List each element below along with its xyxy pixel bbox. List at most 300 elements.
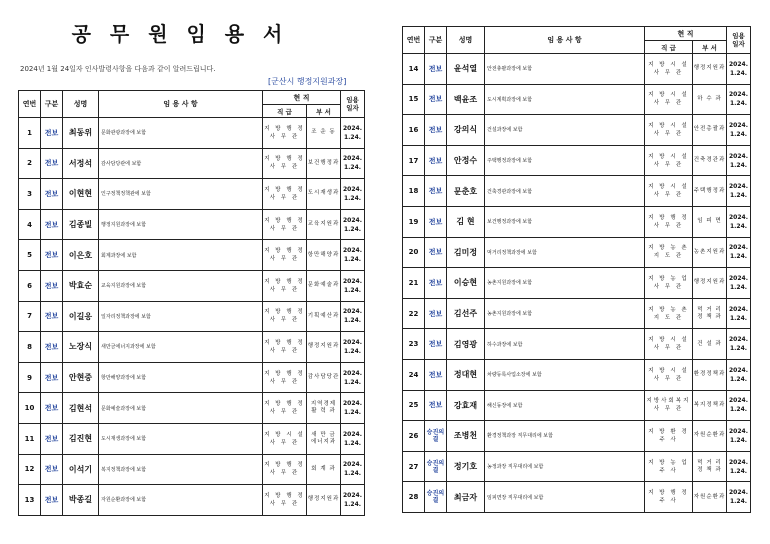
row-division: 주택행정과 <box>693 176 727 207</box>
row-category: 전보 <box>41 485 63 516</box>
header-date-2: 일자 <box>346 104 359 112</box>
table-row <box>19 301 365 332</box>
table-row <box>403 206 751 237</box>
row-appointment: 항만해양과장에 보함 <box>99 362 263 393</box>
row-date <box>727 237 751 268</box>
row-date-day: 1.24. <box>729 467 748 475</box>
row-date-year: 2024. <box>343 400 362 408</box>
row-appointment: 차량등록사업소장에 보함 <box>485 359 645 390</box>
table-row <box>403 115 751 146</box>
row-division: 항만해양과 <box>307 240 341 271</box>
row-date-year: 2024. <box>729 183 748 191</box>
header-rank: 직 급 <box>263 105 307 118</box>
row-name: 강의식 <box>447 115 485 146</box>
row-number: 12 <box>19 454 41 485</box>
row-name: 정대현 <box>447 359 485 390</box>
row-date-year: 2024. <box>729 121 748 129</box>
table-row <box>403 268 751 299</box>
row-name: 이현현 <box>63 179 99 210</box>
right-table-body <box>403 54 751 513</box>
row-date-year: 2024. <box>343 185 362 193</box>
row-rank: 지 방 농 업 사 무 관 <box>645 268 693 299</box>
row-division: 행정지원과 <box>693 268 727 299</box>
row-date <box>727 390 751 421</box>
row-division: 먹 거 리 정 책 과 <box>693 298 727 329</box>
row-rank: 지 방 환 경 주 사 <box>645 421 693 452</box>
row-name: 조병천 <box>447 421 485 452</box>
row-date <box>341 332 365 363</box>
row-date-year: 2024. <box>343 155 362 163</box>
row-category: 전보 <box>41 179 63 210</box>
row-category: 승진의결 <box>425 482 447 513</box>
row-division: 지역경제 활 력 과 <box>307 393 341 424</box>
row-name: 강효재 <box>447 390 485 421</box>
row-category: 전보 <box>41 362 63 393</box>
row-number: 18 <box>403 176 425 207</box>
row-number: 1 <box>19 118 41 149</box>
header-no: 연번 <box>19 91 41 118</box>
row-appointment: 문화예술과장에 보함 <box>99 393 263 424</box>
row-division: 행정지원과 <box>307 332 341 363</box>
row-appointment: 보건행정과장에 보함 <box>485 206 645 237</box>
row-appointment: 도시계획과장에 보함 <box>485 84 645 115</box>
row-rank: 지 방 시 설 사 무 관 <box>645 84 693 115</box>
row-number: 3 <box>19 179 41 210</box>
row-division: 자원순환과 <box>693 482 727 513</box>
row-date-year: 2024. <box>729 427 748 435</box>
row-number: 9 <box>19 362 41 393</box>
table-row <box>403 237 751 268</box>
row-category: 전보 <box>41 393 63 424</box>
row-name: 김미정 <box>447 237 485 268</box>
row-appointment: 농정과장 직무대리에 보함 <box>485 451 645 482</box>
header-rank: 직 급 <box>645 41 693 54</box>
row-category: 전보 <box>425 176 447 207</box>
row-date-year: 2024. <box>343 308 362 316</box>
left-table-body <box>19 118 365 516</box>
table-row <box>19 454 365 485</box>
row-category: 전보 <box>41 332 63 363</box>
row-category: 전보 <box>41 209 63 240</box>
row-date <box>341 485 365 516</box>
table-row <box>403 482 751 513</box>
row-name: 이승현 <box>447 268 485 299</box>
row-number: 4 <box>19 209 41 240</box>
row-date <box>341 393 365 424</box>
row-rank: 지 방 시 설 사 무 관 <box>645 115 693 146</box>
row-date-year: 2024. <box>343 124 362 132</box>
header-date <box>341 91 365 118</box>
row-date-day: 1.24. <box>729 314 748 322</box>
row-rank: 지 방 행 정 사 무 관 <box>263 270 307 301</box>
header-name: 성명 <box>447 27 485 54</box>
row-date-year: 2024. <box>343 461 362 469</box>
row-number: 16 <box>403 115 425 146</box>
row-division: 농촌지원과 <box>693 237 727 268</box>
row-rank: 지 방 시 설 사 무 관 <box>645 145 693 176</box>
row-appointment: 회계과장에 보함 <box>99 240 263 271</box>
row-date <box>341 423 365 454</box>
row-rank: 지 방 행 정 사 무 관 <box>263 179 307 210</box>
row-date-day: 1.24. <box>729 345 748 353</box>
row-appointment: 주택행정과장에 보함 <box>485 145 645 176</box>
row-name: 안정수 <box>447 145 485 176</box>
header-date-1: 임용 <box>346 96 359 104</box>
row-appointment: 도시재생과장에 보함 <box>99 423 263 454</box>
row-rank: 지 방 농 촌 지 도 관 <box>645 237 693 268</box>
row-name: 최동위 <box>63 118 99 149</box>
header-date-2: 일자 <box>732 40 745 48</box>
row-date <box>341 454 365 485</box>
row-date-day: 1.24. <box>729 222 748 230</box>
row-name: 정기호 <box>447 451 485 482</box>
row-number: 6 <box>19 270 41 301</box>
row-rank: 지 방 시 설 사 무 관 <box>645 54 693 85</box>
row-date-day: 1.24. <box>729 130 748 138</box>
row-name: 김진현 <box>63 423 99 454</box>
row-name: 박종길 <box>63 485 99 516</box>
row-division: 행정지원과 <box>307 485 341 516</box>
row-date-day: 1.24. <box>729 161 748 169</box>
row-date <box>341 209 365 240</box>
row-division: 새 만 금 에너지과 <box>307 423 341 454</box>
row-date-day: 1.24. <box>729 406 748 414</box>
row-date-year: 2024. <box>729 397 748 405</box>
row-number: 11 <box>19 423 41 454</box>
row-date-day: 1.24. <box>729 375 748 383</box>
row-number: 7 <box>19 301 41 332</box>
row-rank: 지 방 시 설 사 무 관 <box>645 329 693 360</box>
table-row <box>19 485 365 516</box>
row-date-year: 2024. <box>729 458 748 466</box>
row-category: 전보 <box>425 268 447 299</box>
row-category: 전보 <box>41 270 63 301</box>
row-category: 전보 <box>41 148 63 179</box>
row-division: 행정지원과 <box>693 54 727 85</box>
header-appointment: 임 용 사 항 <box>99 91 263 118</box>
row-appointment: 임피면장 직무대리에 보함 <box>485 482 645 513</box>
row-division: 보건행정과 <box>307 148 341 179</box>
row-division: 건 설 과 <box>693 329 727 360</box>
row-date <box>341 362 365 393</box>
row-division: 감사담당관 <box>307 362 341 393</box>
row-date-day: 1.24. <box>343 164 362 172</box>
row-division: 하 수 과 <box>693 84 727 115</box>
row-division: 복지정책과 <box>693 390 727 421</box>
row-date-year: 2024. <box>729 91 748 99</box>
table-row <box>403 176 751 207</box>
row-category: 전보 <box>41 118 63 149</box>
row-date-year: 2024. <box>343 338 362 346</box>
row-rank: 지 방 행 정 사 무 관 <box>263 148 307 179</box>
row-date-day: 1.24. <box>343 286 362 294</box>
row-rank: 지 방 행 정 주 사 <box>645 482 693 513</box>
row-date-day: 1.24. <box>343 317 362 325</box>
row-date <box>727 421 751 452</box>
row-appointment: 새만금에너지과장에 보함 <box>99 332 263 363</box>
row-appointment: 감사담당관에 보함 <box>99 148 263 179</box>
row-date <box>727 54 751 85</box>
row-rank: 지 방 농 업 주 사 <box>645 451 693 482</box>
row-date <box>727 176 751 207</box>
header-date-1: 임용 <box>732 32 745 40</box>
table-row <box>403 54 751 85</box>
row-category: 전보 <box>425 329 447 360</box>
row-date <box>727 359 751 390</box>
row-date-day: 1.24. <box>343 500 362 508</box>
row-number: 23 <box>403 329 425 360</box>
row-date-day: 1.24. <box>729 436 748 444</box>
row-number: 17 <box>403 145 425 176</box>
row-category: 전보 <box>425 84 447 115</box>
row-appointment: 안전총괄과장에 보함 <box>485 54 645 85</box>
row-category: 전보 <box>41 454 63 485</box>
row-date-day: 1.24. <box>729 498 748 506</box>
row-date-day: 1.24. <box>343 378 362 386</box>
row-appointment: 문화관광과장에 보함 <box>99 118 263 149</box>
header-date <box>727 27 751 54</box>
row-number: 22 <box>403 298 425 329</box>
row-division: 안전총괄과 <box>693 115 727 146</box>
row-name: 김선주 <box>447 298 485 329</box>
table-row <box>19 240 365 271</box>
row-division: 기획예산과 <box>307 301 341 332</box>
table-row <box>19 270 365 301</box>
row-appointment: 인구정책정책관에 보함 <box>99 179 263 210</box>
row-date-year: 2024. <box>729 244 748 252</box>
row-appointment: 복지정책과장에 보함 <box>99 454 263 485</box>
row-name: 이은호 <box>63 240 99 271</box>
row-date-day: 1.24. <box>729 253 748 261</box>
row-category: 전보 <box>425 54 447 85</box>
appointment-table-right <box>402 26 751 513</box>
header-division: 부 서 <box>693 41 727 54</box>
row-category: 전보 <box>425 237 447 268</box>
table-row <box>403 329 751 360</box>
row-date-day: 1.24. <box>729 192 748 200</box>
row-date-day: 1.24. <box>343 194 362 202</box>
row-date <box>727 451 751 482</box>
header-current: 현 직 <box>645 27 727 41</box>
row-appointment: 건축경관과장에 보함 <box>485 176 645 207</box>
row-date <box>727 84 751 115</box>
row-number: 25 <box>403 390 425 421</box>
row-date-day: 1.24. <box>343 470 362 478</box>
row-appointment: 건설과장에 보함 <box>485 115 645 146</box>
department-label: [군산시 행정지원과장] <box>268 77 347 86</box>
row-name: 이석기 <box>63 454 99 485</box>
row-date-day: 1.24. <box>343 256 362 264</box>
row-rank: 지 방 행 정 사 무 관 <box>263 118 307 149</box>
row-date-day: 1.24. <box>729 283 748 291</box>
row-rank: 지방사회복지 사 무 관 <box>645 390 693 421</box>
table-row <box>19 148 365 179</box>
row-category: 전보 <box>425 115 447 146</box>
row-number: 21 <box>403 268 425 299</box>
row-date-year: 2024. <box>729 305 748 313</box>
row-date <box>341 148 365 179</box>
header-appointment: 임 용 사 항 <box>485 27 645 54</box>
row-appointment: 행정지원과장에 보함 <box>99 209 263 240</box>
row-date <box>341 118 365 149</box>
row-name: 서정석 <box>63 148 99 179</box>
table-row <box>403 451 751 482</box>
row-date-day: 1.24. <box>729 69 748 77</box>
row-number: 27 <box>403 451 425 482</box>
table-row <box>403 359 751 390</box>
row-rank: 지 방 행 정 사 무 관 <box>263 332 307 363</box>
row-date <box>727 482 751 513</box>
page-title: 공 무 원 임 용 서 <box>71 22 289 46</box>
row-date-year: 2024. <box>343 430 362 438</box>
table-row <box>403 298 751 329</box>
appointment-table-left <box>18 90 365 516</box>
row-category: 전보 <box>425 206 447 237</box>
row-date-year: 2024. <box>729 336 748 344</box>
table-row <box>19 393 365 424</box>
row-category: 전보 <box>425 359 447 390</box>
header-category: 구분 <box>425 27 447 54</box>
table-row <box>19 179 365 210</box>
row-number: 20 <box>403 237 425 268</box>
row-rank: 지 방 행 정 사 무 관 <box>263 393 307 424</box>
row-division: 건축경관과 <box>693 145 727 176</box>
row-number: 15 <box>403 84 425 115</box>
row-appointment: 자원순환과장에 보함 <box>99 485 263 516</box>
table-row <box>19 332 365 363</box>
row-division: 자원순환과 <box>693 421 727 452</box>
row-division: 환경정책과 <box>693 359 727 390</box>
row-date-day: 1.24. <box>729 100 748 108</box>
row-division: 먹 거 리 정 책 과 <box>693 451 727 482</box>
row-name: 박효순 <box>63 270 99 301</box>
row-date-year: 2024. <box>729 152 748 160</box>
row-name: 안현중 <box>63 362 99 393</box>
row-appointment: 하수과장에 보함 <box>485 329 645 360</box>
row-date <box>341 179 365 210</box>
row-rank: 지 방 농 촌 지 도 관 <box>645 298 693 329</box>
row-rank: 지 방 행 정 사 무 관 <box>263 454 307 485</box>
table-row <box>19 118 365 149</box>
table-row <box>19 423 365 454</box>
row-date <box>727 206 751 237</box>
row-appointment: 먹거리정책과장에 보함 <box>485 237 645 268</box>
row-rank: 지 방 행 정 사 무 관 <box>263 485 307 516</box>
header-division: 부 서 <box>307 105 341 118</box>
row-number: 2 <box>19 148 41 179</box>
header-category: 구분 <box>41 91 63 118</box>
row-date-day: 1.24. <box>343 439 362 447</box>
row-rank: 지 방 행 정 사 무 관 <box>645 206 693 237</box>
table-row <box>403 145 751 176</box>
row-date-year: 2024. <box>343 369 362 377</box>
table-row <box>403 390 751 421</box>
header-current: 현 직 <box>263 91 341 105</box>
row-appointment: 교육지원과장에 보함 <box>99 270 263 301</box>
table-row <box>19 209 365 240</box>
row-date-year: 2024. <box>343 491 362 499</box>
row-date <box>341 240 365 271</box>
row-rank: 지 방 시 설 사 무 관 <box>263 423 307 454</box>
row-name: 이길응 <box>63 301 99 332</box>
row-date <box>727 298 751 329</box>
row-name: 백윤조 <box>447 84 485 115</box>
row-number: 8 <box>19 332 41 363</box>
row-category: 승진의결 <box>425 421 447 452</box>
row-name: 문춘호 <box>447 176 485 207</box>
row-date <box>341 301 365 332</box>
row-name: 김 현 <box>447 206 485 237</box>
row-date-day: 1.24. <box>343 347 362 355</box>
row-category: 전보 <box>41 423 63 454</box>
row-category: 전보 <box>425 145 447 176</box>
row-date-year: 2024. <box>343 277 362 285</box>
row-number: 5 <box>19 240 41 271</box>
row-date-year: 2024. <box>729 274 748 282</box>
row-category: 승진의결 <box>425 451 447 482</box>
row-division: 문화예술과 <box>307 270 341 301</box>
table-row <box>19 362 365 393</box>
row-division: 회 계 과 <box>307 454 341 485</box>
row-appointment: 농촌지원과장에 보함 <box>485 298 645 329</box>
row-division: 임 피 면 <box>693 206 727 237</box>
table-row <box>403 84 751 115</box>
row-name: 최금자 <box>447 482 485 513</box>
table-row <box>403 421 751 452</box>
row-number: 14 <box>403 54 425 85</box>
row-number: 10 <box>19 393 41 424</box>
row-rank: 지 방 행 정 사 무 관 <box>263 301 307 332</box>
row-name: 김종빌 <box>63 209 99 240</box>
row-number: 26 <box>403 421 425 452</box>
row-division: 도시재생과 <box>307 179 341 210</box>
row-date-year: 2024. <box>729 489 748 497</box>
row-category: 전보 <box>425 298 447 329</box>
row-date-day: 1.24. <box>343 225 362 233</box>
row-appointment: 환경정책과장 직무대리에 보함 <box>485 421 645 452</box>
row-category: 전보 <box>425 390 447 421</box>
header-name: 성명 <box>63 91 99 118</box>
row-date <box>727 268 751 299</box>
row-date-year: 2024. <box>729 213 748 221</box>
row-number: 28 <box>403 482 425 513</box>
row-name: 김영광 <box>447 329 485 360</box>
row-rank: 지 방 시 설 사 무 관 <box>645 359 693 390</box>
row-category: 전보 <box>41 240 63 271</box>
intro-text: 2024년 1월 24일자 인사발령사항을 다음과 같이 알려드립니다. <box>20 65 216 73</box>
row-number: 24 <box>403 359 425 390</box>
row-date-year: 2024. <box>729 366 748 374</box>
row-date <box>727 145 751 176</box>
row-date <box>341 270 365 301</box>
row-date-year: 2024. <box>729 60 748 68</box>
row-name: 노장식 <box>63 332 99 363</box>
row-appointment: 일자리정책과장에 보함 <box>99 301 263 332</box>
row-date-day: 1.24. <box>343 133 362 141</box>
row-date-year: 2024. <box>343 216 362 224</box>
row-number: 13 <box>19 485 41 516</box>
row-date <box>727 115 751 146</box>
header-no: 연번 <box>403 27 425 54</box>
row-appointment: 농촌지원과장에 보함 <box>485 268 645 299</box>
row-division: 교육지원과 <box>307 209 341 240</box>
row-category: 전보 <box>41 301 63 332</box>
row-name: 윤석열 <box>447 54 485 85</box>
row-rank: 지 방 시 설 사 무 관 <box>645 176 693 207</box>
row-division: 조 운 동 <box>307 118 341 149</box>
row-name: 김현석 <box>63 393 99 424</box>
row-rank: 지 방 행 정 사 무 관 <box>263 209 307 240</box>
